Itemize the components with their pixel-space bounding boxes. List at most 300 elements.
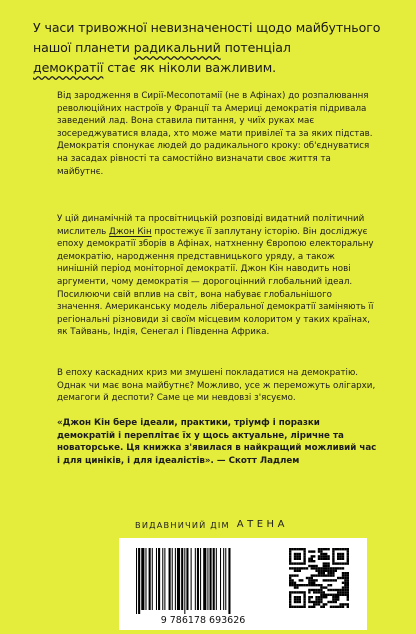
- qr-module: [291, 606, 293, 608]
- qr-module: [335, 567, 337, 569]
- qr-module: [347, 606, 349, 608]
- qr-module: [332, 570, 334, 572]
- qr-module: [344, 591, 346, 593]
- qr-module: [344, 594, 346, 596]
- qr-module: [337, 596, 339, 598]
- blurb-quote: [57, 417, 377, 467]
- qr-module: [320, 586, 322, 588]
- qr-module: [347, 558, 349, 560]
- qr-module: [294, 591, 296, 593]
- qr-module: [347, 586, 349, 588]
- qr-module: [347, 553, 349, 555]
- qr-module: [347, 555, 349, 557]
- barcode-panel: [119, 538, 367, 630]
- qr-module: [330, 589, 332, 591]
- qr-module: [342, 567, 344, 569]
- qr-module: [335, 606, 337, 608]
- qr-module: [325, 548, 327, 550]
- qr-module: [347, 574, 349, 576]
- qr-module: [294, 562, 296, 564]
- qr-module: [339, 555, 341, 557]
- barcode-bar: [156, 548, 157, 610]
- qr-module: [342, 603, 344, 605]
- qr-module: [344, 579, 346, 581]
- barcode-bar: [220, 548, 221, 610]
- qr-module: [299, 548, 301, 550]
- qr-module: [332, 560, 334, 562]
- paragraph-1-text: Від зародження в Сирії-Месопотамії (не в Афінах) до розпалювання революційних настроїв у Франції та Америці демократія підривала заведений лад. Вона ставила питання, у чиїх руках має зосереджуватися влада, хто може мати привілеї та за яких підстав. Демократія спонукає людей до радикального кроку: об'єднуватися на засадах рівності та самостійно визначати своє життя та майбутнє.: [57, 91, 373, 177]
- qr-module: [344, 577, 346, 579]
- qr-module: [315, 570, 317, 572]
- barcode-bar: [191, 548, 192, 610]
- qr-module: [347, 572, 349, 574]
- qr-module: [330, 579, 332, 581]
- barcode-bar: [136, 548, 137, 614]
- qr-module: [296, 591, 298, 593]
- qr-module: [347, 584, 349, 586]
- qr-module: [291, 562, 293, 564]
- qr-module: [296, 567, 298, 569]
- qr-module: [294, 606, 296, 608]
- qr-module: [320, 606, 322, 608]
- qr-module: [323, 594, 325, 596]
- qr-module: [299, 562, 301, 564]
- qr-module: [313, 603, 315, 605]
- barcode-bar: [225, 548, 226, 610]
- qr-module: [291, 582, 293, 584]
- description-paragraph-1: [57, 90, 377, 178]
- qr-module: [342, 558, 344, 560]
- qr-module: [339, 591, 341, 593]
- qr-module: [332, 562, 334, 564]
- qr-module: [303, 562, 305, 564]
- qr-module: [299, 570, 301, 572]
- qr-module: [327, 567, 329, 569]
- qr-module: [344, 586, 346, 588]
- qr-module: [311, 560, 313, 562]
- qr-module: [332, 550, 334, 552]
- qr-module: [320, 598, 322, 600]
- qr-module: [320, 594, 322, 596]
- qr-module: [342, 606, 344, 608]
- qr-module: [320, 548, 322, 550]
- qr-module: [289, 591, 291, 593]
- qr-module: [325, 553, 327, 555]
- qr-module: [311, 567, 313, 569]
- qr-module: [327, 558, 329, 560]
- qr-module: [289, 596, 291, 598]
- qr-module: [289, 577, 291, 579]
- qr-module: [315, 598, 317, 600]
- barcode-bar: [149, 548, 151, 610]
- qr-module: [315, 591, 317, 593]
- qr-module: [327, 584, 329, 586]
- qr-module: [327, 574, 329, 576]
- qr-module: [303, 603, 305, 605]
- qr-module: [315, 565, 317, 567]
- qr-module: [320, 553, 322, 555]
- qr-module: [323, 553, 325, 555]
- qr-module: [294, 574, 296, 576]
- qr-module: [330, 601, 332, 603]
- qr-module: [335, 562, 337, 564]
- qr-module: [303, 606, 305, 608]
- qr-module: [342, 577, 344, 579]
- qr-module: [289, 558, 291, 560]
- quote-text: «Джон Кін бере ідеали, практики, тріумф і поразки демократій і переплітає їх у щось актуальне, ліричне та новаторське. Ця книжка з'явилася в найкращий можливий час і для циніків, і для ідеалістів». — Скотт Ладлем: [57, 418, 377, 466]
- qr-module: [342, 589, 344, 591]
- paragraph-2-after: простежує її заплутану історію. Він досліджує епоху демократії зборів в Афінах, натхненну Європою електоральну демократію, народження представницького уряду, а також нинішній період моніторної демократії. Джон Кін наводить нові аргументи, чому демократія — дорогоцінний глобальний ідеал. Посилюючи свій вплив на світ, вона набуває глобальнішого значення. Американську модель ліберальної демократії заміняють її регіональні різновиди зі своїм місцевим колоритом у таких країнах, як Тайвань, Індія, Сенегал і Південна Африка.: [57, 226, 374, 338]
- qr-module: [335, 579, 337, 581]
- barcode-bar: [172, 548, 173, 610]
- qr-module: [318, 589, 320, 591]
- qr-module: [315, 603, 317, 605]
- qr-module: [335, 596, 337, 598]
- qr-module: [296, 555, 298, 557]
- qr-module: [342, 594, 344, 596]
- qr-module: [332, 567, 334, 569]
- qr-module: [313, 565, 315, 567]
- qr-module: [339, 562, 341, 564]
- qr-module: [325, 562, 327, 564]
- qr-module: [308, 591, 310, 593]
- qr-module: [318, 603, 320, 605]
- qr-module: [308, 582, 310, 584]
- qr-module: [325, 570, 327, 572]
- qr-module: [289, 562, 291, 564]
- barcode-bar: [169, 548, 171, 610]
- qr-module: [344, 582, 346, 584]
- qr-module: [289, 598, 291, 600]
- qr-module: [301, 548, 303, 550]
- qr-module: [291, 548, 293, 550]
- barcode-bar: [162, 548, 163, 610]
- barcode-bar: [207, 548, 208, 610]
- qr-module: [320, 591, 322, 593]
- qr-module: [332, 574, 334, 576]
- barcode-bar: [145, 548, 146, 610]
- author-name: Джон Кін: [109, 226, 152, 237]
- barcode-bar: [223, 548, 224, 610]
- qr-module: [313, 555, 315, 557]
- qr-module: [318, 550, 320, 552]
- qr-module: [323, 579, 325, 581]
- qr-module: [342, 555, 344, 557]
- qr-module: [313, 582, 315, 584]
- qr-module: [327, 589, 329, 591]
- qr-module: [311, 582, 313, 584]
- qr-module: [308, 560, 310, 562]
- qr-module: [347, 560, 349, 562]
- qr-module: [318, 567, 320, 569]
- qr-module: [294, 555, 296, 557]
- qr-module: [337, 558, 339, 560]
- qr-module: [323, 596, 325, 598]
- qr-module: [323, 574, 325, 576]
- qr-module: [320, 558, 322, 560]
- qr-module: [335, 594, 337, 596]
- qr-module: [303, 558, 305, 560]
- qr-module: [308, 601, 310, 603]
- qr-module: [323, 548, 325, 550]
- qr-module: [323, 591, 325, 593]
- qr-module: [291, 591, 293, 593]
- qr-module: [323, 603, 325, 605]
- qr-module: [318, 601, 320, 603]
- qr-module: [337, 548, 339, 550]
- qr-module: [342, 574, 344, 576]
- qr-module: [325, 586, 327, 588]
- qr-module: [294, 601, 296, 603]
- qr-module: [344, 548, 346, 550]
- qr-module: [327, 548, 329, 550]
- qr-module: [296, 598, 298, 600]
- qr-module: [315, 579, 317, 581]
- qr-module: [296, 553, 298, 555]
- lead-underlined-radical: радикальний: [133, 40, 221, 55]
- qr-module: [296, 570, 298, 572]
- qr-module: [294, 567, 296, 569]
- qr-module: [291, 567, 293, 569]
- qr-module: [330, 606, 332, 608]
- qr-module: [294, 558, 296, 560]
- qr-module: [330, 567, 332, 569]
- qr-module: [325, 558, 327, 560]
- qr-module: [320, 555, 322, 557]
- qr-module: [311, 550, 313, 552]
- lead-text-1: У часи тривожної невизначеності щодо майбутнього нашої планети: [33, 20, 381, 55]
- qr-module: [306, 584, 308, 586]
- qr-module: [318, 570, 320, 572]
- qr-module: [325, 565, 327, 567]
- qr-module: [313, 584, 315, 586]
- qr-module: [296, 601, 298, 603]
- qr-module: [313, 589, 315, 591]
- qr-module: [289, 594, 291, 596]
- qr-module: [289, 582, 291, 584]
- qr-module: [339, 567, 341, 569]
- qr-module: [335, 570, 337, 572]
- lead-statement: [33, 18, 388, 78]
- qr-module: [323, 565, 325, 567]
- qr-module: [323, 562, 325, 564]
- barcode-bar: [184, 548, 185, 614]
- barcode-bar: [228, 548, 230, 614]
- qr-module: [335, 601, 337, 603]
- qr-module: [313, 591, 315, 593]
- qr-module: [325, 603, 327, 605]
- barcode-digits: 9 786178 693626: [160, 615, 246, 626]
- qr-module: [299, 584, 301, 586]
- qr-module: [332, 598, 334, 600]
- qr-module: [323, 570, 325, 572]
- qr-module: [308, 579, 310, 581]
- qr-module: [320, 601, 322, 603]
- qr-module: [296, 596, 298, 598]
- qr-module: [294, 553, 296, 555]
- qr-module: [318, 558, 320, 560]
- qr-module: [344, 562, 346, 564]
- qr-module: [296, 606, 298, 608]
- qr-module: [344, 574, 346, 576]
- qr-module: [332, 589, 334, 591]
- qr-module: [289, 567, 291, 569]
- qr-module: [315, 596, 317, 598]
- qr-module: [294, 584, 296, 586]
- qr-module: [323, 586, 325, 588]
- qr-module: [299, 558, 301, 560]
- qr-module: [339, 548, 341, 550]
- qr-module: [325, 574, 327, 576]
- qr-module: [325, 567, 327, 569]
- qr-module: [325, 596, 327, 598]
- qr-module: [318, 574, 320, 576]
- qr-module: [289, 560, 291, 562]
- qr-module: [327, 570, 329, 572]
- qr-module: [299, 555, 301, 557]
- qr-module: [318, 598, 320, 600]
- barcode-bar: [210, 548, 212, 610]
- qr-module: [323, 572, 325, 574]
- qr-module: [296, 574, 298, 576]
- qr-module: [299, 579, 301, 581]
- qr-code: [289, 548, 349, 608]
- qr-module: [339, 553, 341, 555]
- qr-module: [313, 601, 315, 603]
- qr-module: [289, 603, 291, 605]
- qr-module: [318, 584, 320, 586]
- qr-module: [311, 574, 313, 576]
- qr-module: [347, 582, 349, 584]
- qr-module: [339, 606, 341, 608]
- qr-module: [347, 591, 349, 593]
- qr-module: [296, 562, 298, 564]
- qr-module: [311, 601, 313, 603]
- isbn-barcode: [128, 546, 278, 626]
- description-paragraph-3: [57, 367, 377, 405]
- qr-module: [320, 550, 322, 552]
- qr-module: [339, 603, 341, 605]
- qr-module: [325, 594, 327, 596]
- qr-module: [311, 579, 313, 581]
- qr-module: [318, 572, 320, 574]
- qr-module: [327, 565, 329, 567]
- barcode-bar: [195, 548, 196, 610]
- qr-module: [330, 594, 332, 596]
- qr-module: [301, 584, 303, 586]
- qr-module: [308, 550, 310, 552]
- qr-module: [313, 567, 315, 569]
- qr-module: [342, 591, 344, 593]
- qr-module: [311, 565, 313, 567]
- qr-module: [330, 574, 332, 576]
- qr-module: [332, 579, 334, 581]
- qr-module: [337, 594, 339, 596]
- barcode-bar: [177, 548, 180, 610]
- qr-module: [289, 553, 291, 555]
- qr-module: [299, 553, 301, 555]
- qr-module: [311, 577, 313, 579]
- barcode-bar: [197, 548, 199, 610]
- qr-module: [339, 558, 341, 560]
- barcode-bar: [175, 548, 176, 610]
- qr-module: [342, 586, 344, 588]
- qr-module: [294, 548, 296, 550]
- qr-module: [294, 596, 296, 598]
- publisher-line: [135, 519, 365, 530]
- qr-module: [315, 589, 317, 591]
- qr-module: [347, 579, 349, 581]
- qr-module: [339, 594, 341, 596]
- qr-module: [327, 579, 329, 581]
- qr-module: [347, 594, 349, 596]
- qr-module: [347, 548, 349, 550]
- qr-module: [320, 574, 322, 576]
- qr-module: [337, 606, 339, 608]
- qr-module: [320, 589, 322, 591]
- qr-module: [327, 601, 329, 603]
- qr-module: [337, 591, 339, 593]
- qr-module: [311, 606, 313, 608]
- qr-module: [289, 606, 291, 608]
- qr-module: [301, 606, 303, 608]
- qr-module: [289, 555, 291, 557]
- barcode-bar: [158, 548, 160, 610]
- qr-module: [347, 589, 349, 591]
- qr-module: [303, 596, 305, 598]
- qr-module: [294, 598, 296, 600]
- qr-module: [344, 584, 346, 586]
- qr-module: [315, 567, 317, 569]
- qr-module: [313, 579, 315, 581]
- qr-module: [299, 606, 301, 608]
- qr-module: [318, 596, 320, 598]
- qr-module: [332, 601, 334, 603]
- qr-module: [294, 586, 296, 588]
- qr-module: [313, 574, 315, 576]
- qr-module: [327, 555, 329, 557]
- barcode-bar: [216, 548, 217, 610]
- qr-module: [342, 582, 344, 584]
- paragraph-2-before: У цій динамічній та просвітницькій розповіді видатний політичний мислитель: [57, 214, 365, 237]
- qr-module: [337, 589, 339, 591]
- qr-module: [296, 586, 298, 588]
- qr-module: [289, 579, 291, 581]
- qr-module: [311, 558, 313, 560]
- qr-module: [327, 562, 329, 564]
- qr-module: [342, 572, 344, 574]
- qr-module: [339, 577, 341, 579]
- qr-module: [347, 598, 349, 600]
- qr-module: [325, 579, 327, 581]
- qr-module: [332, 548, 334, 550]
- barcode-bar: [186, 548, 188, 610]
- qr-module: [323, 555, 325, 557]
- qr-module: [332, 572, 334, 574]
- qr-module: [289, 550, 291, 552]
- qr-module: [337, 555, 339, 557]
- barcode-bar: [200, 548, 201, 610]
- qr-module: [303, 553, 305, 555]
- qr-module: [344, 589, 346, 591]
- qr-module: [332, 596, 334, 598]
- qr-module: [308, 577, 310, 579]
- qr-module: [296, 558, 298, 560]
- lead-text-2: потенціал: [220, 40, 291, 55]
- qr-module: [347, 596, 349, 598]
- barcode-bar: [213, 548, 215, 610]
- qr-module: [342, 553, 344, 555]
